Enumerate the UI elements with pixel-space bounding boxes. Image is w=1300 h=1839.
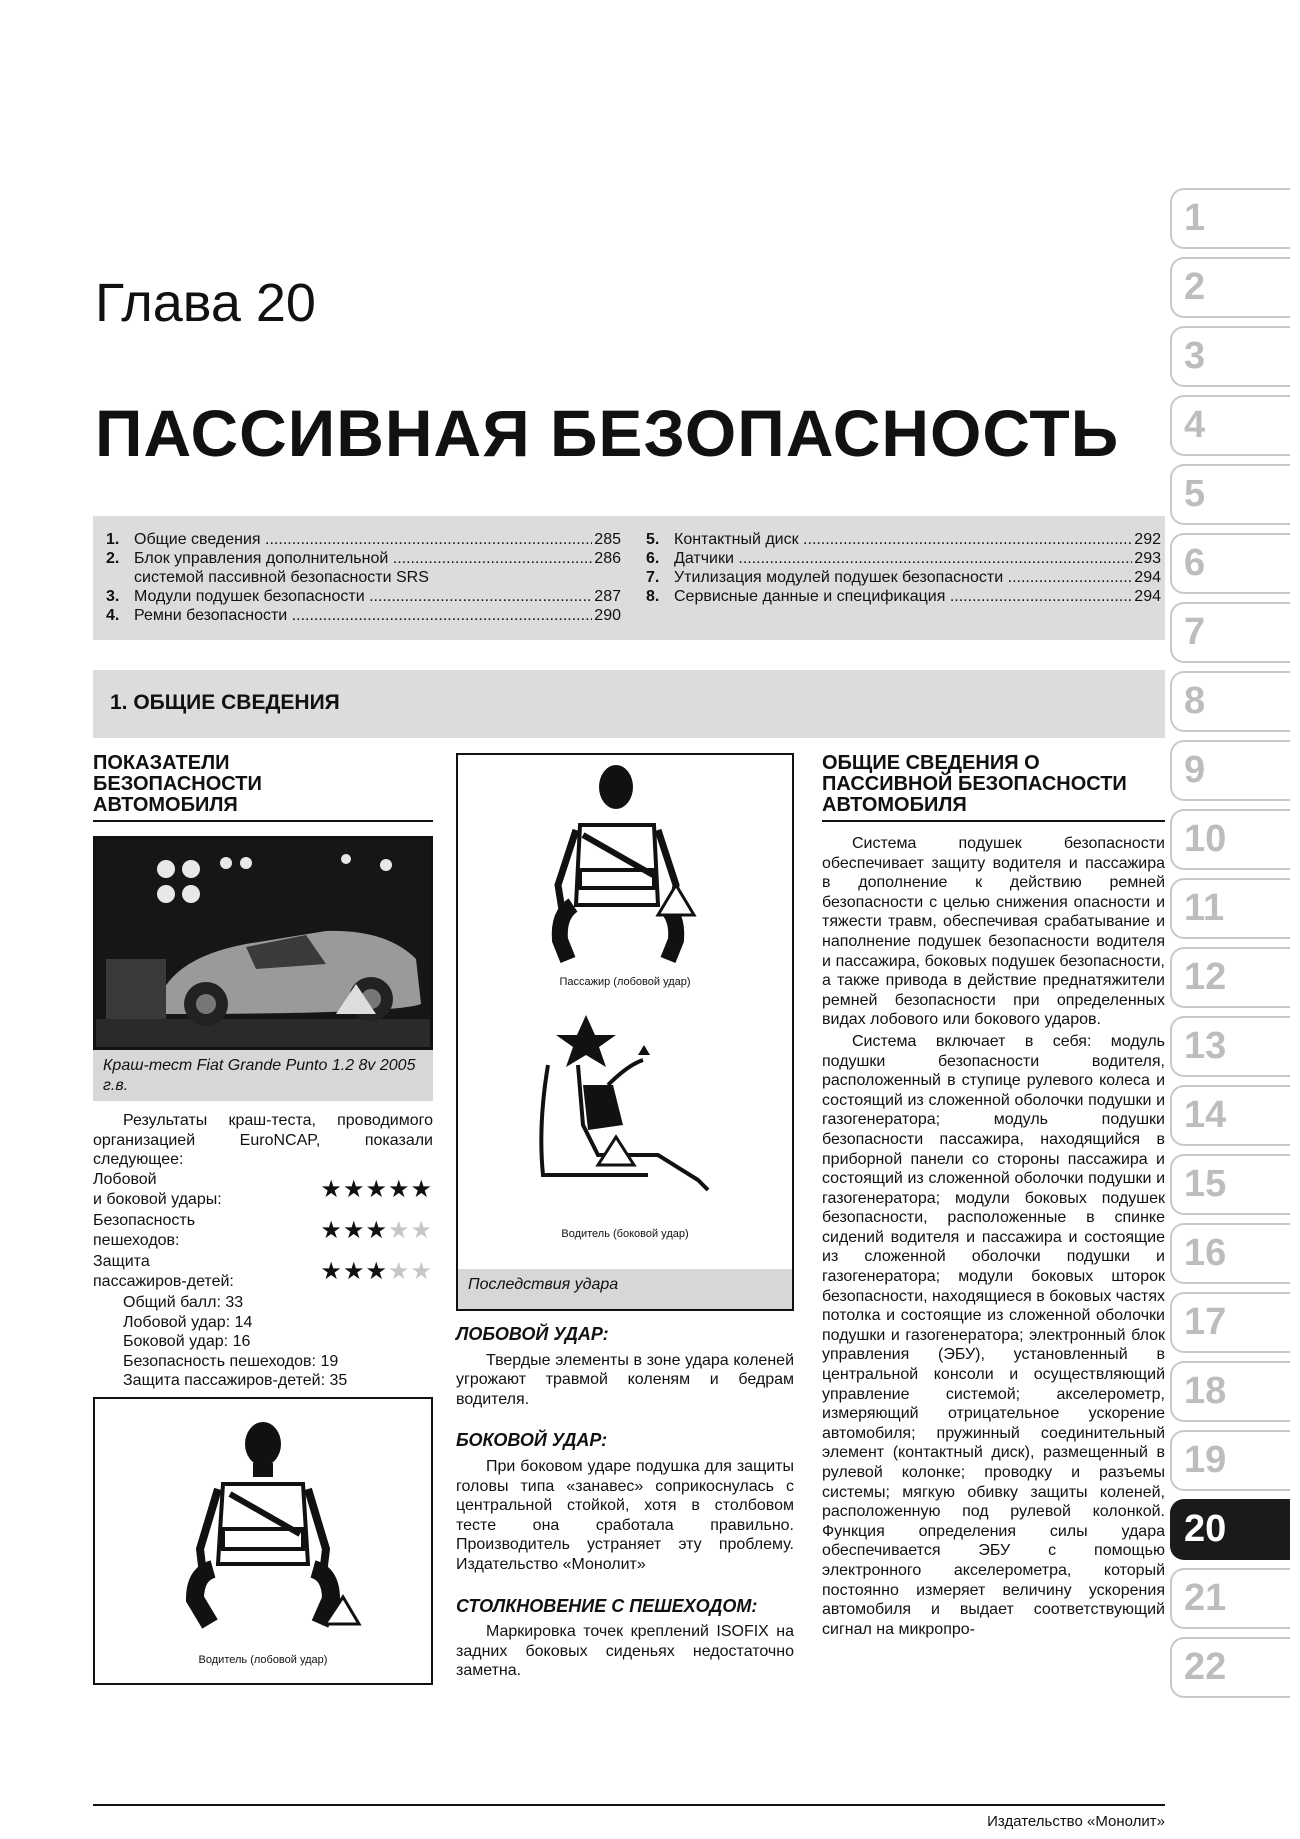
toc-page: 286 [594,550,621,567]
right-paragraph-2: Система включает в себя: модуль подушки безопасности водителя, расположенный в ступице рулевого колеса и состоящий из сложенной оболочки подушки и газогенератора; модуль подушки безопасности пассажира, находящийся в приборной панели со стороны пассажира и состоящий из сложенной оболочки подушки и газогенератора; модули боковых подушек безопасности, расположенные в спинке сидений водителя и пассажира и состоящие из сложенной оболочки подушки и газогенератора; модули боковых шторок безопасности, находящиеся в боковых частях потолка и состоящие из сложенной оболочки подушки и газогенератора; электронный блок управления (ЭБУ), установленный в центральной консоли и осуществляющий управление системой; акселерометр, измеряющий отрицательное ускорение автомобиля; пружинный соединительный элемент (контактный диск), размещенный в рулевой колонке; проводку и разъемы системы; мягкую обивку защиты коленей, расположенную под рулевой колонкой. Функция определения силы удара обеспечивается ЭБУ с помощью электронного акселерометра, который постоянно измеряет величину ускорения автомобиля и выдает соответствующий сигнал на микропро- [822,1032,1166,1638]
toc-text: Блок управления дополнительной ..... [134,549,592,568]
box-caption: Последствия удара [458,1269,792,1309]
toc-number: 5. [646,531,660,548]
left-column [93,753,433,1685]
toc-text: Ремни безопасности ..... [134,606,592,625]
crash-test-photo [93,836,433,1050]
toc-entry[interactable] [646,568,1161,587]
chapter-tab-3[interactable]: 3 [1170,326,1290,387]
star-icon: ★ [365,1216,388,1244]
toc-page: 294 [1134,569,1161,586]
star-icon: ★ [365,1175,388,1203]
chapter-tabs [1170,188,1290,1706]
chapter-tab-7[interactable]: 7 [1170,602,1290,663]
rating-label: Лобовой и боковой удары: [93,1170,222,1208]
driver-side-illustration [458,1005,792,1205]
star-icon: ★ [387,1175,411,1203]
toc-left-column [106,530,621,625]
toc-entry[interactable] [646,587,1161,606]
toc-page: 290 [594,607,621,624]
chapter-tab-10[interactable]: 10 [1170,809,1290,870]
driver-front-caption: Водитель (лобовой удар) [198,1653,328,1666]
score-line: Защита пассажиров-детей: 35 [123,1372,348,1390]
pedestrian-heading: СТОЛКНОВЕНИЕ С ПЕШЕХОДОМ: [456,1595,758,1616]
rating-stars [320,1175,433,1203]
star-icon: ★ [365,1257,388,1285]
star-icon: ★ [320,1257,343,1285]
section-title: 1. ОБЩИЕ СВЕДЕНИЯ [110,691,340,714]
passenger-front-illustration [458,755,792,965]
toc-page: 294 [1134,588,1161,605]
star-icon: ★ [410,1216,433,1244]
rating-label: Защита пассажиров-детей: [93,1252,234,1290]
toc-number: 6. [646,550,660,567]
toc-text: Общие сведения ..... [134,530,592,549]
toc-text: Модули подушек безопасности ..... [134,587,592,606]
chapter-tab-20[interactable]: 20 [1170,1499,1290,1560]
chapter-tab-12[interactable]: 12 [1170,947,1290,1008]
toc-text: Датчики ..... [674,549,1132,568]
right-heading: ОБЩИЕ СВЕДЕНИЯ О ПАССИВНОЙ БЕЗОПАСНОСТИ АВТОМОБИЛЯ [822,753,1165,822]
toc-text: Контактный диск ..... [674,530,1132,549]
ncap-intro: Результаты краш-теста, проводимого организацией EuroNCAP, показали следующее: [93,1112,433,1169]
photo-caption: Краш-тест Fiat Grande Punto 1.2 8v 2005 г.в. [93,1050,433,1101]
chapter-tab-19[interactable]: 19 [1170,1430,1290,1491]
scores-list [93,1293,433,1391]
toc-text: Сервисные данные и спецификация ..... [674,587,1132,606]
right-paragraph-1: Система подушек безопасности обеспечивает защиту водителя и пассажира в дополнение к действию ремней безопасности с целью снижения опасности и тяжести травм, обеспечивая срабатывание и наполнение подушек безопасности водителя и пассажира, боковых подушек безопасности, а также привода в действие преднатяжители ремней безопасности при определенных видах лобового или бокового ударов. [822,835,1165,1029]
star-icon: ★ [342,1257,366,1285]
side-impact-heading: БОКОВОЙ УДАР: [456,1430,608,1451]
chapter-tab-13[interactable]: 13 [1170,1016,1290,1077]
toc-page: 292 [1134,531,1161,548]
toc-entry[interactable] [106,568,621,587]
toc-entry[interactable] [646,530,1161,549]
chapter-tab-1[interactable]: 1 [1170,188,1290,249]
score-line: Лобовой удар: 14 [123,1313,253,1331]
chapter-tab-11[interactable]: 11 [1170,878,1290,939]
toc-entry[interactable] [106,587,621,606]
star-icon: ★ [342,1175,366,1203]
toc-entry[interactable] [646,549,1161,568]
dummy-front-illustration [95,1399,431,1639]
toc-text: системой пассивной безопасности SRS [134,569,429,586]
front-impact-heading: ЛОБОВОЙ УДАР: [456,1324,609,1344]
impact-figures-box [456,753,794,1311]
star-icon: ★ [410,1175,433,1203]
toc-number: 2. [106,550,120,567]
toc-entry[interactable] [106,530,621,549]
page-title: ПАССИВНАЯ БЕЗОПАСНОСТЬ [95,396,1120,470]
chapter-tab-16[interactable]: 16 [1170,1223,1290,1284]
toc-page: 285 [594,531,621,548]
toc-number: 1. [106,531,120,548]
chapter-tab-5[interactable]: 5 [1170,464,1290,525]
driver-front-figure [93,1397,433,1685]
toc-number: 4. [106,607,120,624]
chapter-tab-9[interactable]: 9 [1170,740,1290,801]
chapter-tab-14[interactable]: 14 [1170,1085,1290,1146]
left-heading: ПОКАЗАТЕЛИ БЕЗОПАСНОСТИ АВТОМОБИЛЯ [93,753,433,822]
crash-test-car-image [96,839,433,1047]
rating-row [93,1252,433,1293]
table-of-contents [93,516,1165,640]
toc-number [106,568,134,587]
chapter-label: Глава 20 [95,273,316,333]
toc-number: 7. [646,569,660,586]
rating-stars [320,1216,433,1244]
side-impact-text: При боковом ударе подушка для защиты головы типа «занавес» соприкоснулась с центральной стойкой, хотя в столбовом тесте она сработала правильно. Производитель устраняет эту проблему. Издательство «Монолит» [456,1457,794,1573]
chapter-tab-6[interactable]: 6 [1170,533,1290,594]
toc-right-column [646,530,1161,606]
section-header [93,670,1165,738]
footer-rule [93,1804,1165,1806]
toc-page: 293 [1134,550,1161,567]
rating-label: Безопасность пешеходов: [93,1211,196,1249]
rating-row [93,1211,433,1252]
star-icon: ★ [387,1257,411,1285]
middle-column [456,753,794,1681]
score-line: Боковой удар: 16 [123,1333,251,1351]
ratings-list [93,1170,433,1293]
rating-stars [320,1257,433,1285]
right-column [822,753,1165,1639]
star-icon: ★ [387,1216,411,1244]
toc-page [619,568,621,587]
driver-side-caption: Водитель (боковой удар) [561,1228,689,1240]
chapter-tab-8[interactable]: 8 [1170,671,1290,732]
toc-number: 3. [106,588,120,605]
star-icon: ★ [342,1216,366,1244]
pedestrian-text: Маркировка точек креплений ISOFIX на задних боковых сиденьях недостаточно заметна. [456,1623,794,1680]
star-icon: ★ [410,1257,433,1285]
chapter-tab-17[interactable]: 17 [1170,1292,1290,1353]
toc-text: Утилизация модулей подушек безопасности ..... [674,568,1132,587]
toc-page: 287 [594,588,621,605]
toc-entry[interactable] [106,549,621,568]
chapter-tab-15[interactable]: 15 [1170,1154,1290,1215]
footer-publisher: Издательство «Монолит» [987,1813,1165,1830]
front-impact-text: Твердые элементы в зоне удара коленей угрожают травмой коленям и бедрам водителя. [456,1351,794,1408]
chapter-tab-2[interactable]: 2 [1170,257,1290,318]
star-icon: ★ [320,1216,343,1244]
chapter-tab-18[interactable]: 18 [1170,1361,1290,1422]
toc-number: 8. [646,588,660,605]
star-icon: ★ [320,1175,343,1203]
score-line: Общий балл: 33 [123,1293,244,1311]
toc-entry[interactable] [106,606,621,625]
score-line: Безопасность пешеходов: 19 [123,1352,339,1370]
chapter-tab-22[interactable]: 22 [1170,1637,1290,1698]
chapter-tab-21[interactable]: 21 [1170,1568,1290,1629]
passenger-front-caption: Пассажир (лобовой удар) [559,976,691,988]
rating-row [93,1170,433,1211]
chapter-tab-4[interactable]: 4 [1170,395,1290,456]
